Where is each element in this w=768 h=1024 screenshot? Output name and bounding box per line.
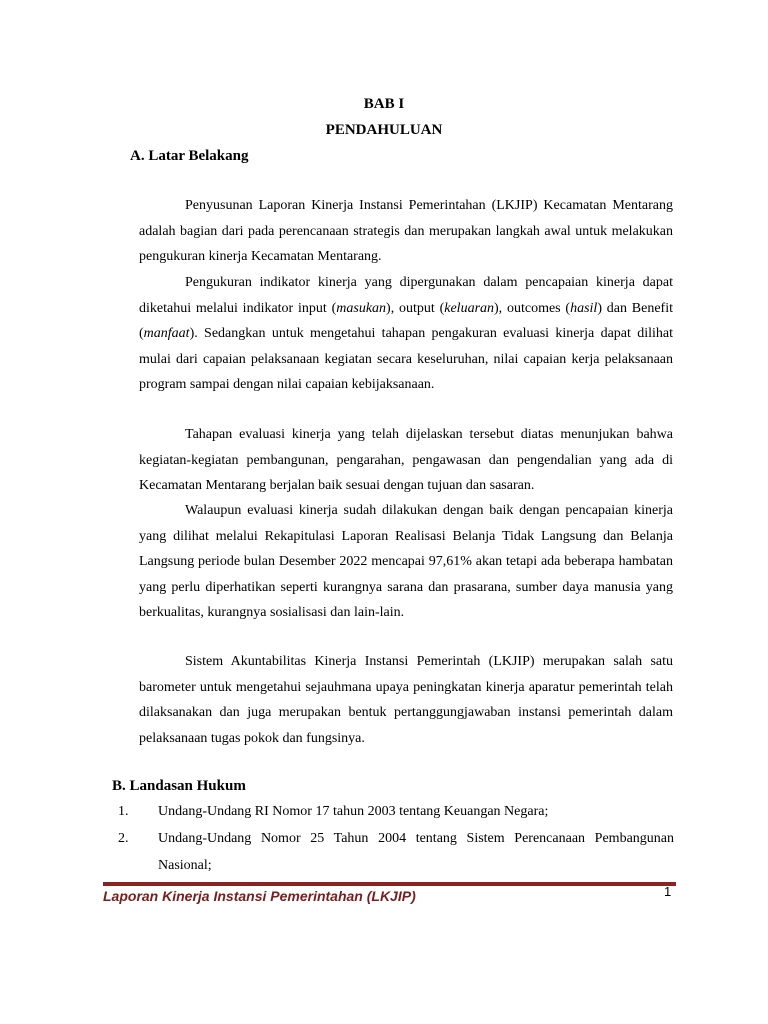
paragraph-text: ). Sedangkan untuk mengetahui tahapan pengakuran evaluasi kinerja dapat dilihat mulai dari capaian pelaksanaan kegiatan secara keseluruhan, nilai capaian kerja pelaksanaan program sampai dengan nilai capaian kebijaksanaan. bbox=[139, 326, 673, 393]
italic-term: manfaat bbox=[143, 326, 190, 342]
footer-title: Laporan Kinerja Instansi Pemerintahan (LKJIP) bbox=[103, 888, 416, 904]
list-item-number: 1. bbox=[118, 804, 129, 819]
page-number: 1 bbox=[664, 884, 672, 899]
list-item bbox=[118, 825, 674, 879]
paragraph-text: Sistem Akuntabilitas Kinerja Instansi Pemerintah (LKJIP) merupakan salah satu barometer untuk mengetahui sejauhmana upaya peningkatan kinerja aparatur pemerintah telah dilaksanakan dan juga merupakan bentuk pertanggungjawaban instansi pemerintah dalam pelaksanaan tugas pokok dan fungsinya. bbox=[139, 654, 673, 746]
paragraph-2 bbox=[139, 270, 673, 398]
paragraph-text: Penyusunan Laporan Kinerja Instansi Pemerintahan (LKJIP) Kecamatan Mentarang adalah bagian dari pada perencanaan strategis dan merupakan langkah awal untuk melakukan pengukuran kinerja Kecamatan Mentarang. bbox=[139, 198, 673, 265]
legal-basis-list bbox=[118, 798, 674, 879]
chapter-title: PENDAHULUAN bbox=[325, 122, 443, 138]
paragraph-text: ), outcomes ( bbox=[494, 300, 571, 316]
footer-rule bbox=[103, 882, 676, 886]
paragraph-text: Walaupun evaluasi kinerja sudah dilakukan dengan baik dengan pencapaian kinerja yang dilihat melalui Rekapitulasi Laporan Realisasi Belanja Tidak Langsung dan Belanja Langsung periode bulan Desember 2022 mencapai 97,61% akan tetapi ada beberapa hambatan yang perlu diperhatikan seperti kurangnya sarana dan prasarana, sumber daya manusia yang berkualitas, kurangnya sosialisasi dan lain-lain. bbox=[139, 503, 673, 621]
italic-term: keluaran bbox=[444, 300, 495, 316]
section-a-heading: A. Latar Belakang bbox=[130, 148, 249, 164]
list-item-number: 2. bbox=[118, 831, 129, 846]
paragraph-4 bbox=[139, 498, 673, 626]
paragraph-text: Tahapan evaluasi kinerja yang telah dijelaskan tersebut diatas menunjukan bahwa kegiatan-kegiatan pembangunan, pengarahan, pengawasan dan pengendalian yang ada di Kecamatan Mentarang berjalan baik sesuai dengan tujuan dan sasaran. bbox=[139, 427, 673, 494]
paragraph-5 bbox=[139, 649, 673, 751]
italic-term: hasil bbox=[570, 300, 598, 316]
chapter-number: BAB I bbox=[363, 96, 405, 112]
list-item-text: Undang-Undang RI Nomor 17 tahun 2003 tentang Keuangan Negara; bbox=[158, 804, 549, 819]
paragraph-text: Pengukuran indikator kinerja yang dipergunakan dalam pencapaian kinerja dapat diketahui melalui indikator input ( bbox=[139, 275, 673, 316]
paragraph-text: ) dan Benefit ( bbox=[139, 300, 674, 342]
paragraph-1 bbox=[139, 193, 673, 270]
list-item-text: Undang-Undang Nomor 25 Tahun 2004 tentang Sistem Perencanaan Pembangunan Nasional; bbox=[158, 831, 674, 873]
italic-term: masukan bbox=[336, 300, 387, 316]
list-item bbox=[118, 798, 674, 825]
paragraph-text: ), output ( bbox=[386, 300, 445, 316]
paragraph-3 bbox=[139, 422, 673, 499]
section-b-heading: B. Landasan Hukum bbox=[112, 778, 246, 794]
